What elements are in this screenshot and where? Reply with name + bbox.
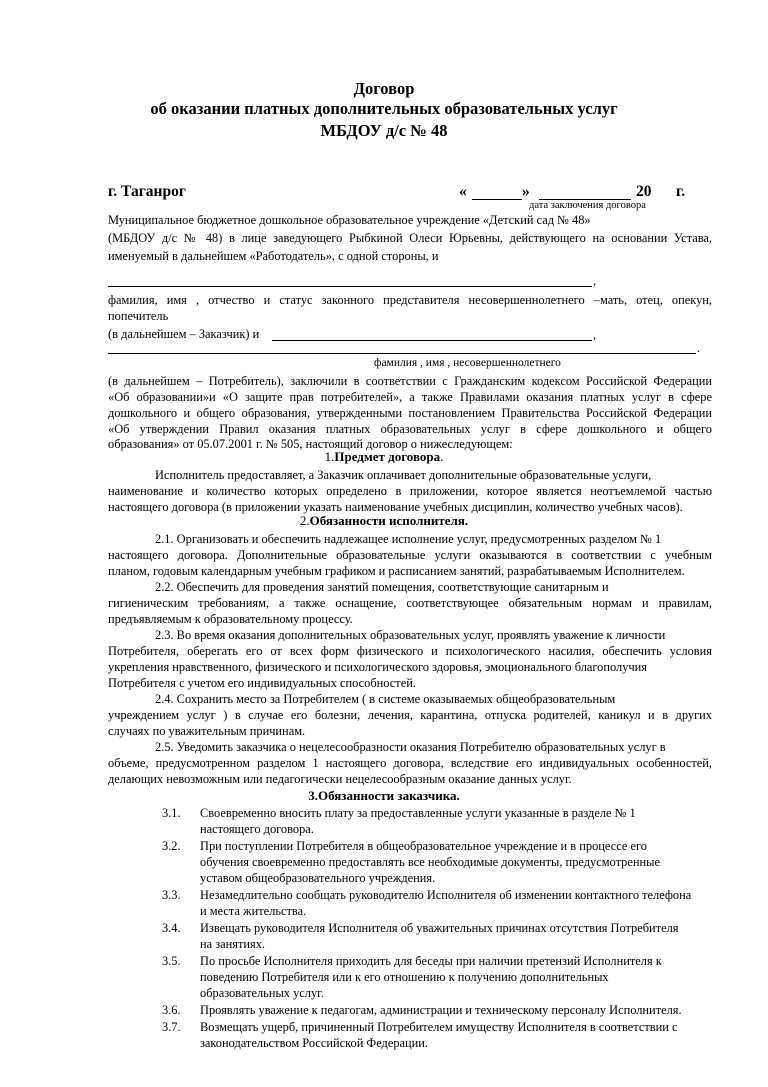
item-line: По просьбе Исполнителя приходить для беседы при наличии претензий Исполнителя к — [200, 954, 662, 968]
doc-subtitle: об оказании платных дополнительных образовательных услуг — [150, 99, 618, 118]
item-number: 3.7. — [162, 1020, 181, 1034]
section-3-heading: 3.Обязанности заказчика. — [308, 788, 460, 803]
doc-org-title: МБДОУ д/с № 48 — [320, 121, 448, 140]
section-2-line: случаях по уважительным причинам. — [108, 724, 306, 738]
date-caption: дата заключения договора — [529, 200, 646, 211]
section-2-line: 2.5. Уведомить заказчика о нецелесообразности оказания Потребителю образовательных услуг в — [155, 740, 666, 754]
section-2-line: укрепления нравственного, физического и психологического здоровья, эмоционального благополучия — [108, 660, 647, 674]
item-number: 3.4. — [162, 921, 181, 935]
item-line: поведению Потребителя или к его отношению к получению дополнительных — [200, 970, 609, 984]
section-2-line: Потребителя, оберегать его от всех форм физического и психологического насилия, обеспечить условия — [108, 644, 712, 658]
doc-title: Договор — [353, 79, 415, 98]
item-line: При поступлении Потребителя в общеобразовательное учреждение и в процессе его — [200, 839, 647, 853]
preamble-line: дошкольного и общего образования, утвержденными постановлением Правительства Российской Федерации — [108, 406, 712, 420]
item-line: уставом общеобразовательного учреждения. — [200, 871, 436, 885]
section-2-line: 2.2. Обеспечить для проведения занятий помещения, соответствующие санитарным и — [155, 580, 609, 594]
item-line: образовательных услуг. — [200, 986, 324, 1000]
item-line: обучения своевременно предоставлять все необходимые документы, предусмотренные — [200, 855, 660, 869]
item-line: Возмещать ущерб, причиненный Потребителем имуществу Исполнителя в соответствии с — [200, 1020, 678, 1034]
representative-blank — [108, 286, 592, 287]
item-number: 3.1. — [162, 806, 181, 820]
preamble-line: «Об утверждении Правил оказания платных образовательных услуг в сфере дошкольного и общего — [108, 422, 712, 436]
section-1-line: Исполнитель предоставляет, а Заказчик оплачивает дополнительные образовательные услуги, — [155, 468, 652, 482]
section-2-line: предъявляемым к образовательному процессу. — [108, 612, 353, 626]
item-line: Своевременно вносить плату за предоставленные услуги указанные в разделе № 1 — [200, 806, 636, 820]
section-2-line: учреждением услуг ) в случае его болезни, лечения, карантина, отпуска родителей, каникул и в других — [108, 708, 712, 722]
section-2-line: 2.3. Во время оказания дополнительных образовательных услуг, проявлять уважение к личности — [155, 628, 666, 642]
item-number: 3.3. — [162, 888, 181, 902]
item-number: 3.6. — [162, 1003, 181, 1017]
section-2-heading: 2.Обязанности исполнителя. — [299, 513, 469, 528]
section-1-line: наименование и количество которых определено в приложении, которое является неотъемлемой частью — [108, 484, 712, 498]
date-year-suffix: г. — [676, 183, 686, 200]
section-2-line: 2.4. Сохранить место за Потребителем ( в системе оказываемых общеобразовательным — [155, 692, 616, 706]
item-line: и места жительства. — [200, 904, 307, 918]
item-line: на занятиях. — [200, 937, 265, 951]
section-2-line: 2.1. Организовать и обеспечить надлежащее исполнение услуг, предусмотренных разделом № 1 — [155, 532, 662, 546]
item-line: законодательством Российской Федерации. — [200, 1036, 429, 1050]
preamble-line: попечитель — [108, 309, 169, 323]
preamble-line: (в дальнейшем – Потребитель), заключили в соответствии с Гражданским кодексом Российской Федерации — [108, 374, 712, 388]
item-number: 3.5. — [162, 954, 181, 968]
preamble-line: именуемый в дальнейшем «Работодатель», с одной стороны, и — [108, 249, 439, 263]
section-2-line: Потребителя с учетом его индивидуальных способностей. — [108, 676, 416, 690]
preamble-line: образования» от 05.07.2001 г. № 505, настоящий договор о нижеследующем: — [108, 437, 513, 451]
preamble-line: (в дальнейшем – Заказчик) и — [108, 327, 260, 341]
section-2-line: планом, годовым календарным учебным графиком и расписанием занятий, разрабатываемым Исполнителем. — [108, 564, 685, 578]
blank-period: . — [697, 341, 701, 355]
consumer-caption: фамилия , имя , несовершеннолетнего — [374, 357, 561, 369]
preamble-line: фамилия, имя , отчество и статус законного представителя несовершеннолетнего –мать, отец, опекун, — [108, 293, 712, 307]
consumer-blank — [108, 353, 696, 354]
item-line: Извещать руководителя Исполнителя об уважительных причинах отсутствия Потребителя — [200, 921, 679, 935]
section-2-line: гигиеническим требованиям, а также оснащение, соответствующее обязательным нормам и правилам, — [108, 596, 712, 610]
item-number: 3.2. — [162, 839, 181, 853]
customer-blank — [272, 340, 592, 341]
date-open-quote: « — [459, 183, 467, 200]
item-line: Незамедлительно сообщать руководителю Исполнителя об изменении контактного телефона — [200, 888, 692, 902]
section-1-heading: 1.Предмет договора. — [324, 449, 444, 464]
blank-comma: , — [593, 328, 597, 342]
section-2-line: настоящего договора. Дополнительные образовательные услуги оказываются в соответствии с учебным — [108, 548, 712, 562]
section-2-line: делающих невозможным или педагогически нецелесообразным оказание данных услуг. — [108, 772, 572, 786]
section-2-line: объеме, предусмотренном разделом 1 настоящего договора, вследствие его индивидуальных особенностей, — [108, 756, 712, 770]
city-label: г. Таганрог — [108, 183, 186, 200]
section-1-line: настоящего договора (в приложении указать наименование учебных дисциплин, количество учебных часов). — [108, 500, 683, 514]
preamble-line: Муниципальное бюджетное дошкольное образовательное учреждение «Детский сад № 48» — [108, 213, 591, 227]
date-year-label: 20 — [636, 183, 652, 200]
preamble-line: «Об образовании»и «О защите прав потребителей», а также Правилами оказания платных услуг в сфере — [108, 390, 712, 404]
preamble-line: (МБДОУ д/с № 48) в лице заведующего Рыбкиной Олеси Юрьевны, действующего на основании Устава, — [108, 231, 712, 245]
date-day-blank — [472, 199, 522, 200]
blank-comma: , — [593, 274, 597, 288]
date-close-quote: » — [522, 183, 530, 200]
item-line: Проявлять уважение к педагогам, администрации и техническому персоналу Исполнителя. — [200, 1003, 682, 1017]
item-line: настоящего договора. — [200, 822, 314, 836]
